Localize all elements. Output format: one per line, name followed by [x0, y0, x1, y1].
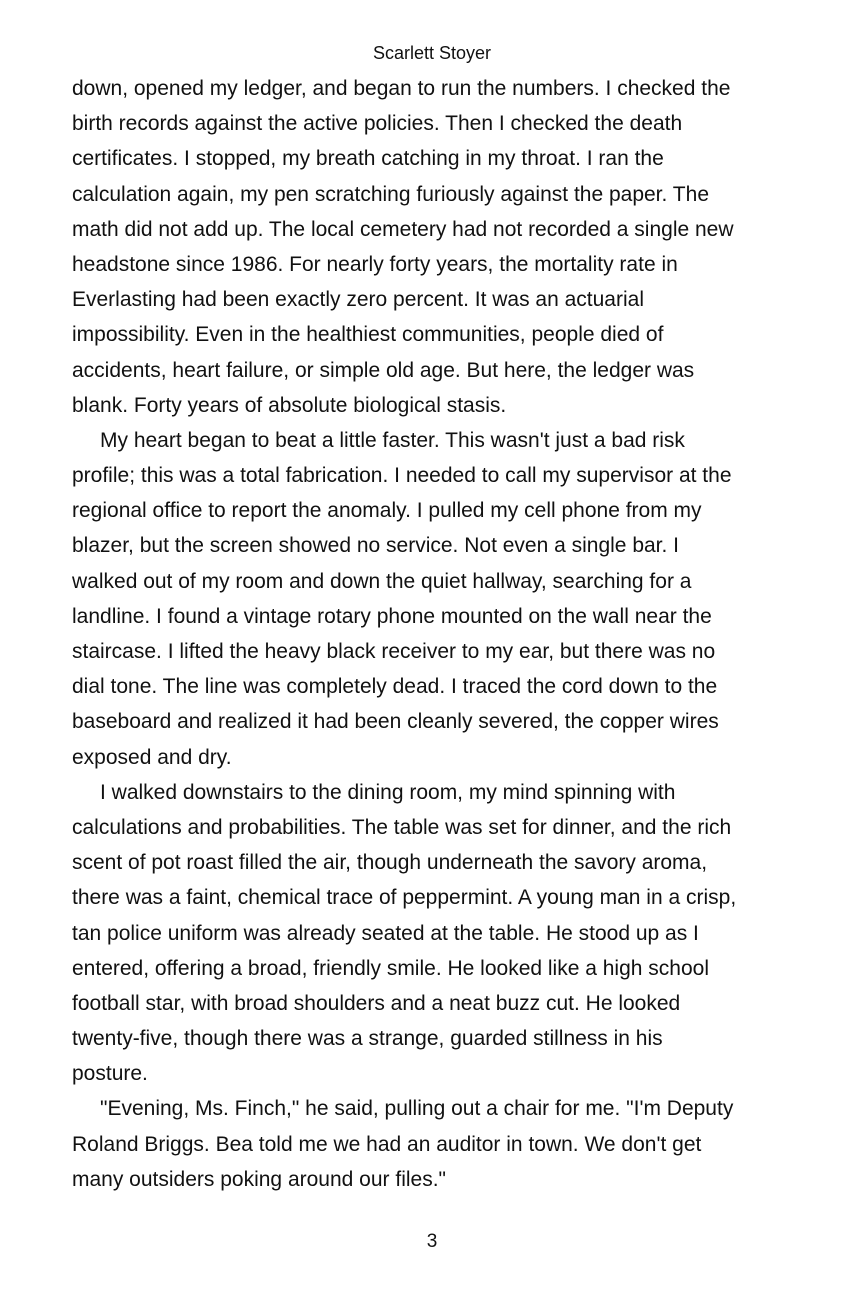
text-line: math did not add up. The local cemetery had not recorded a single new	[72, 217, 734, 241]
text-line: twenty-five, though there was a strange, guarded stillness in his	[72, 1027, 663, 1051]
text-line: exposed and dry.	[72, 745, 232, 769]
text-line: I walked downstairs to the dining room, my mind spinning with	[100, 780, 676, 804]
running-header-author: Scarlett Stoyer	[372, 43, 492, 63]
text-line: football star, with broad shoulders and a neat buzz cut. He looked	[72, 991, 681, 1015]
paragraph-1	[72, 71, 772, 423]
text-line: "Evening, Ms. Finch," he said, pulling out a chair for me. "I'm Deputy	[100, 1097, 734, 1121]
text-line: tan police uniform was already seated at the table. He stood up as I	[72, 921, 699, 945]
text-line: certificates. I stopped, my breath catching in my throat. I ran the	[72, 147, 664, 171]
text-line: scent of pot roast filled the air, though underneath the savory aroma,	[72, 851, 708, 875]
text-line: Everlasting had been exactly zero percent. It was an actuarial	[72, 288, 644, 312]
text-line: dial tone. The line was completely dead. I traced the cord down to the	[72, 675, 718, 699]
text-line: birth records against the active policies. Then I checked the death	[72, 112, 683, 136]
text-line: down, opened my ledger, and began to run the numbers. I checked the	[72, 77, 731, 100]
text-line: walked out of my room and down the quiet hallway, searching for a	[72, 569, 692, 593]
text-line: regional office to report the anomaly. I pulled my cell phone from my	[72, 499, 702, 523]
text-line: many outsiders poking around our files."	[72, 1167, 446, 1191]
text-line: headstone since 1986. For nearly forty years, the mortality rate in	[72, 252, 678, 276]
page-number: 3	[426, 1231, 438, 1252]
text-line: posture.	[72, 1062, 148, 1086]
text-line: accidents, heart failure, or simple old age. But here, the ledger was	[72, 358, 695, 382]
text-line: calculations and probabilities. The table was set for dinner, and the rich	[72, 815, 732, 839]
text-line: entered, offering a broad, friendly smile. He looked like a high school	[72, 956, 709, 980]
text-line: Roland Briggs. Bea told me we had an auditor in town. We don't get	[72, 1132, 702, 1156]
paragraph-4	[72, 1091, 772, 1197]
text-line: profile; this was a total fabrication. I needed to call my supervisor at the	[72, 464, 732, 488]
text-line: impossibility. Even in the healthiest communities, people died of	[72, 323, 664, 347]
paragraph-3	[72, 775, 772, 1092]
paragraph-2	[72, 423, 772, 775]
text-line: blank. Forty years of absolute biological stasis.	[72, 393, 507, 417]
text-line: calculation again, my pen scratching furiously against the paper. The	[72, 182, 709, 206]
text-line: landline. I found a vintage rotary phone mounted on the wall near the	[72, 604, 712, 628]
text-line: there was a faint, chemical trace of peppermint. A young man in a crisp,	[72, 886, 737, 910]
page-body-text	[72, 71, 772, 1197]
text-line: My heart began to beat a little faster. This wasn't just a bad risk	[100, 428, 685, 452]
text-line: baseboard and realized it had been cleanly severed, the copper wires	[72, 710, 719, 734]
text-line: staircase. I lifted the heavy black receiver to my ear, but there was no	[72, 640, 716, 663]
text-line: blazer, but the screen showed no service. Not even a single bar. I	[72, 534, 680, 558]
